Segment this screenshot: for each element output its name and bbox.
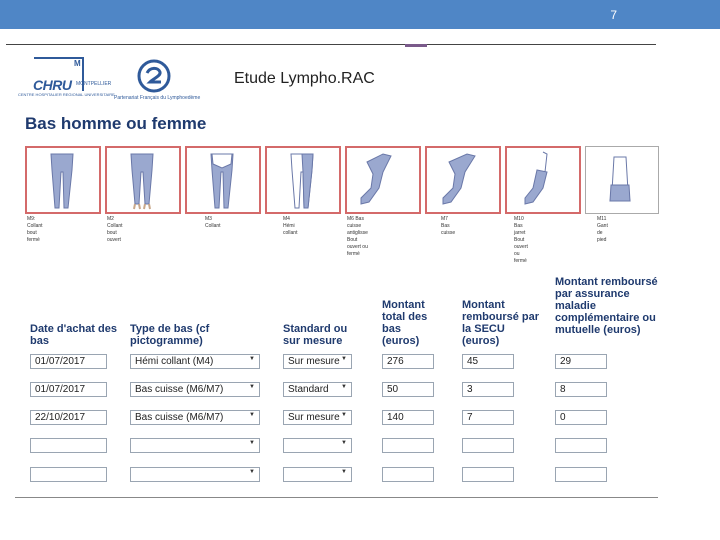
assurance-field[interactable] — [555, 467, 607, 482]
secu-field[interactable] — [462, 354, 514, 369]
secu-field[interactable] — [462, 410, 514, 425]
dropdown-arrow-icon[interactable]: ▼ — [341, 469, 347, 475]
partner-logo-icon — [136, 58, 172, 94]
assurance-field[interactable] — [555, 354, 607, 369]
collant-icon — [27, 148, 99, 212]
secu-field[interactable] — [462, 382, 514, 397]
total-field-value: 140 — [387, 412, 404, 423]
collant-ouvert-icon — [107, 148, 179, 212]
col-header-date: Date d'achat des bas — [30, 323, 117, 347]
date-field-value: 01/07/2017 — [35, 356, 86, 367]
total-field[interactable] — [382, 410, 434, 425]
date-field-value: 01/07/2017 — [35, 384, 86, 395]
bas-jarret-icon — [507, 148, 579, 212]
dropdown-arrow-icon[interactable]: ▼ — [249, 469, 255, 475]
date-field[interactable] — [30, 410, 107, 425]
chru-logo-city: MONTPELLIER — [76, 81, 112, 87]
date-field[interactable] — [30, 354, 107, 369]
slide-number: 7 — [610, 8, 617, 22]
pictogram-7 — [505, 146, 581, 214]
total-field-value: 50 — [387, 384, 399, 395]
header-divider-mark — [405, 44, 427, 47]
dropdown-arrow-icon[interactable]: ▼ — [341, 384, 347, 390]
total-field[interactable] — [382, 382, 434, 397]
standard-select[interactable] — [283, 382, 352, 397]
pictogram-4 — [265, 146, 341, 214]
standard-select-value: Standard — [288, 384, 329, 395]
footer-divider — [15, 497, 658, 498]
chru-logo-subtitle: CENTRE HOSPITALIER REGIONAL UNIVERSITAIRE — [18, 92, 115, 97]
assurance-field-value: 0 — [560, 412, 566, 423]
type-select[interactable] — [130, 467, 260, 482]
total-field-value: 276 — [387, 356, 404, 367]
study-title: Etude Lympho.RAC — [234, 70, 375, 87]
secu-field-value: 3 — [467, 384, 473, 395]
pictogram-caption-4: M4 Hémi collant — [283, 216, 298, 236]
pictogram-caption-6: M7 Bas cuisse — [441, 216, 456, 236]
assurance-field-value: 8 — [560, 384, 566, 395]
col-header-assurance: Montant remboursé par assurance maladie complémentaire ou mutuelle (euros) — [555, 276, 658, 336]
bas-cuisse-autofixant-icon — [347, 148, 419, 212]
type-select-value: Hémi collant (M4) — [135, 356, 214, 367]
pictogram-1 — [25, 146, 101, 214]
chru-logo — [16, 57, 115, 97]
type-select[interactable] — [130, 382, 260, 397]
gant-pied-icon — [586, 147, 658, 211]
bas-cuisse-icon — [427, 148, 499, 212]
type-select[interactable] — [130, 410, 260, 425]
standard-select[interactable] — [283, 467, 352, 482]
pictogram-caption-5: M6 Bas cuisse antiglisse Bout ouvert ou fermé — [347, 216, 368, 257]
standard-select[interactable] — [283, 354, 352, 369]
pictogram-caption-3: M3 Collant — [205, 216, 221, 229]
date-field[interactable] — [30, 438, 107, 453]
chru-logo-m: M — [74, 59, 81, 68]
secu-field-value: 7 — [467, 412, 473, 423]
type-select[interactable] — [130, 438, 260, 453]
assurance-field-value: 29 — [560, 356, 572, 367]
assurance-field[interactable] — [555, 382, 607, 397]
date-field[interactable] — [30, 382, 107, 397]
type-select[interactable] — [130, 354, 260, 369]
partner-logo-text: Partenariat Français du Lymphoedème — [114, 95, 201, 101]
date-field[interactable] — [30, 467, 107, 482]
top-bar — [0, 0, 720, 29]
dropdown-arrow-icon[interactable]: ▼ — [249, 384, 255, 390]
collant-slip-icon — [187, 148, 259, 212]
col-header-standard: Standard ou sur mesure — [283, 323, 348, 347]
assurance-field[interactable] — [555, 438, 607, 453]
standard-select-value: Sur mesure — [288, 356, 340, 367]
dropdown-arrow-icon[interactable]: ▼ — [341, 412, 347, 418]
assurance-field[interactable] — [555, 410, 607, 425]
secu-field[interactable] — [462, 438, 514, 453]
section-title: Bas homme ou femme — [25, 114, 207, 133]
secu-field-value: 45 — [467, 356, 479, 367]
date-field-value: 22/10/2017 — [35, 412, 86, 423]
pictogram-caption-8: M11 Gant de pied — [597, 216, 608, 243]
standard-select[interactable] — [283, 438, 352, 453]
dropdown-arrow-icon[interactable]: ▼ — [249, 356, 255, 362]
pictogram-caption-2: M2 Collant bout ouvert — [107, 216, 123, 243]
pictogram-2 — [105, 146, 181, 214]
pictogram-5 — [345, 146, 421, 214]
standard-select[interactable] — [283, 410, 352, 425]
pictogram-3 — [185, 146, 261, 214]
pictogram-8 — [585, 146, 659, 214]
total-field[interactable] — [382, 354, 434, 369]
total-field[interactable] — [382, 467, 434, 482]
dropdown-arrow-icon[interactable]: ▼ — [249, 412, 255, 418]
col-header-secu: Montant remboursé par la SECU (euros) — [462, 299, 540, 347]
type-select-value: Bas cuisse (M6/M7) — [135, 384, 224, 395]
header-divider — [6, 44, 656, 45]
col-header-type: Type de bas (cf pictogramme) — [130, 323, 210, 347]
dropdown-arrow-icon[interactable]: ▼ — [341, 356, 347, 362]
pictogram-caption-7: M10 Bas jarret Bout ouvert ou fermé — [514, 216, 528, 264]
hemi-collant-icon — [267, 148, 339, 212]
pictogram-caption-1: M9: Collant bout fermé — [27, 216, 43, 243]
secu-field[interactable] — [462, 467, 514, 482]
total-field[interactable] — [382, 438, 434, 453]
dropdown-arrow-icon[interactable]: ▼ — [249, 440, 255, 446]
standard-select-value: Sur mesure — [288, 412, 340, 423]
col-header-total: Montant total des bas (euros) — [382, 299, 428, 347]
chru-logo-text: CHRU — [33, 77, 72, 93]
partner-logo — [110, 58, 225, 104]
type-select-value: Bas cuisse (M6/M7) — [135, 412, 224, 423]
dropdown-arrow-icon[interactable]: ▼ — [341, 440, 347, 446]
pictogram-6 — [425, 146, 501, 214]
